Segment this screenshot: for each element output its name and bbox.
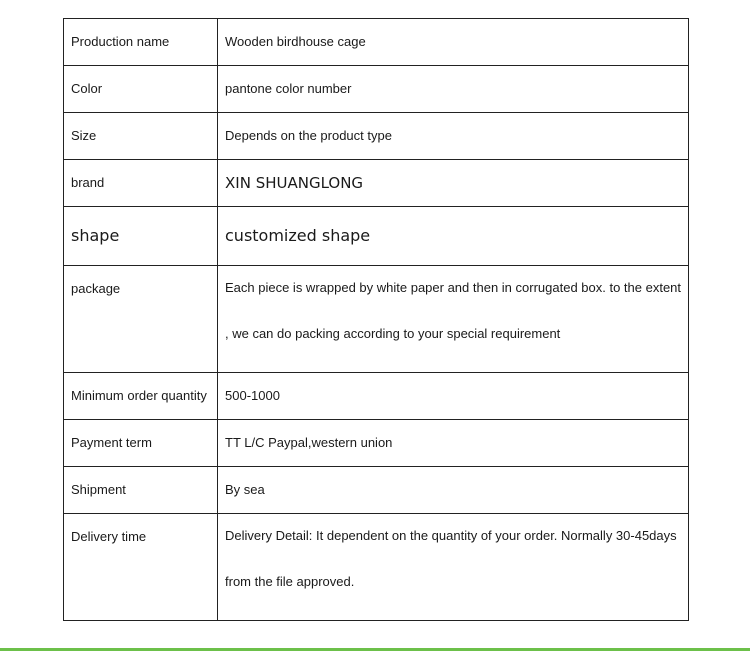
row-label: package: [64, 266, 218, 373]
row-label: brand: [64, 160, 218, 207]
table-row-size: [64, 113, 689, 160]
row-label: shape: [64, 207, 218, 266]
row-value: Depends on the product type: [218, 113, 689, 160]
row-label: Payment term: [64, 420, 218, 467]
table-row-payment-term: [64, 420, 689, 467]
row-value: [218, 266, 689, 373]
row-value: pantone color number: [218, 66, 689, 113]
table-row-brand: [64, 160, 689, 207]
table-row-delivery-time: [64, 514, 689, 621]
table-row-minimum-order-quantity: [64, 373, 689, 420]
row-value-text: Delivery Detail: It dependent on the quantity of your order. Normally 30-45days from the file approved.: [225, 528, 677, 589]
table-row-shape: [64, 207, 689, 266]
row-label: Production name: [64, 19, 218, 66]
row-label: Color: [64, 66, 218, 113]
row-value-text: Each piece is wrapped by white paper and then in corrugated box. to the extent , we can do packing according to your special requirement: [225, 280, 682, 341]
table-row-color: [64, 66, 689, 113]
table-row-package: [64, 266, 689, 373]
table-row-production-name: [64, 19, 689, 66]
row-label: Minimum order quantity: [64, 373, 218, 420]
row-label: Delivery time: [64, 514, 218, 621]
product-spec-table: [63, 18, 689, 621]
row-label: Shipment: [64, 467, 218, 514]
table-row-shipment: [64, 467, 689, 514]
row-label: Size: [64, 113, 218, 160]
row-value: By sea: [218, 467, 689, 514]
row-value: 500-1000: [218, 373, 689, 420]
row-value: customized shape: [218, 207, 689, 266]
row-value: TT L/C Paypal,western union: [218, 420, 689, 467]
row-value: XIN SHUANGLONG: [218, 160, 689, 207]
row-value: Wooden birdhouse cage: [218, 19, 689, 66]
row-value: [218, 514, 689, 621]
